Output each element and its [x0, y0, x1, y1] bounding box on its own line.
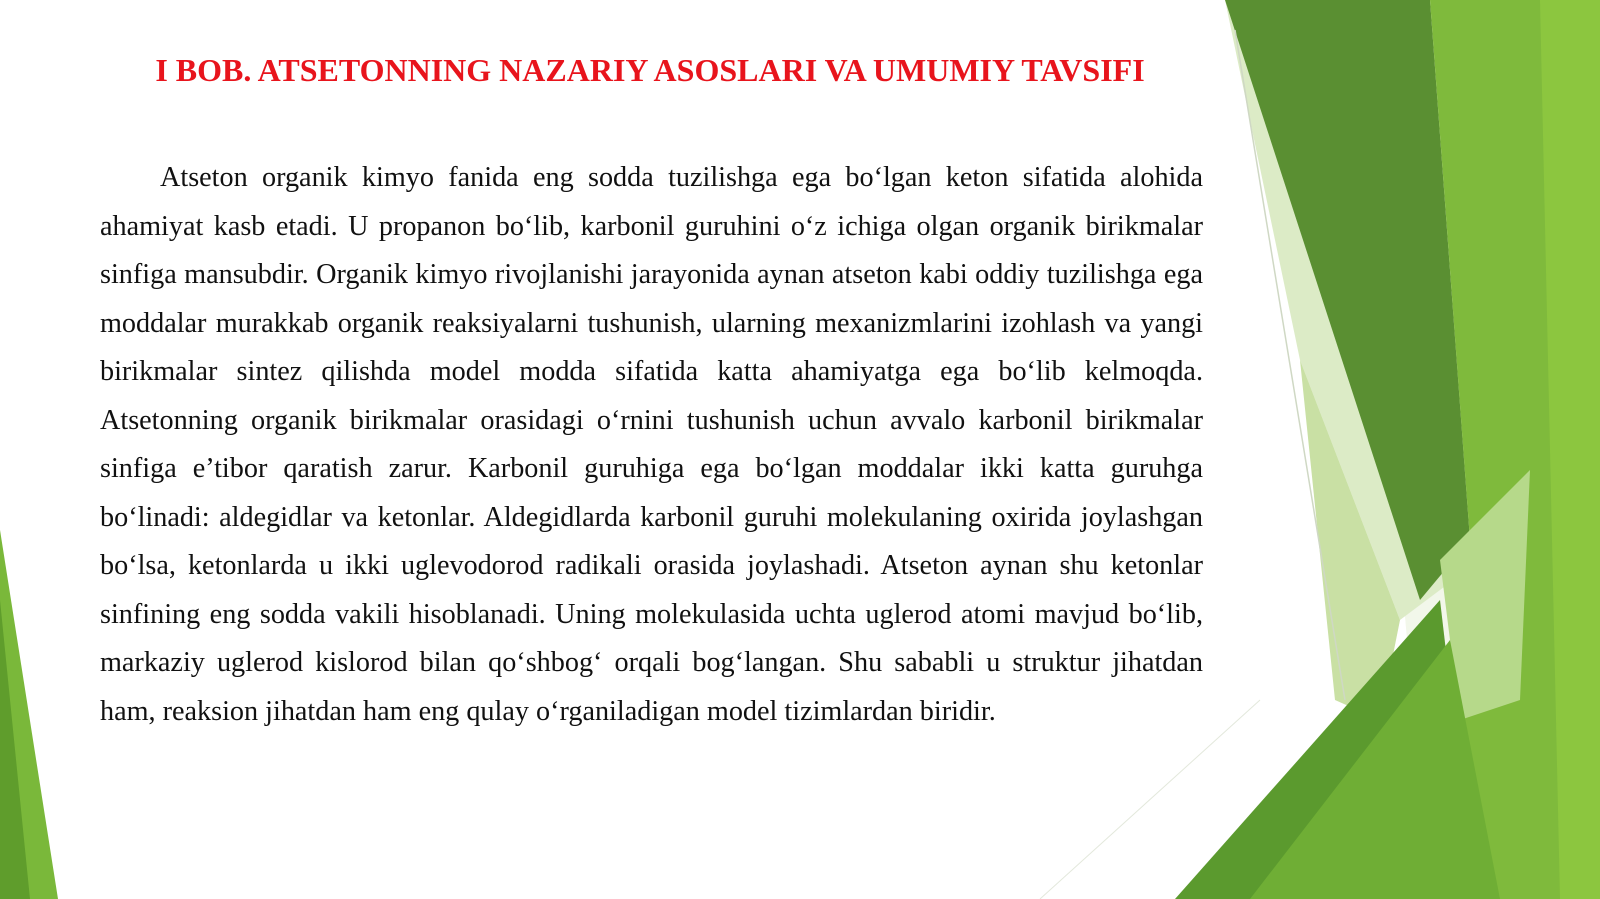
body-paragraph: Atseton organik kimyo fanida eng sodda tuzilishga ega bo‘lgan keton sifatida alohida ahamiyat kasb etadi. U propanon bo‘lib, karbonil guruhini o‘z ichiga olgan organik birikmalar sinfiga mansubdir. Organik kimyo rivojlanishi jarayonida aynan atseton kabi oddiy tuzilishga ega moddalar murakkab organik reaksiyalarni tushunish, ularning mexanizmlarini izohlash va yangi birikmalar sintez qilishda model modda sifatida katta ahamiyatga ega bo‘lib kelmoqda. Atsetonning organik birikmalar orasidagi o‘rnini tushunish uchun avvalo karbonil birikmalar sinfiga e’tibor qaratish zarur. Karbonil guruhiga ega bo‘lgan moddalar ikki katta guruhga bo‘linadi: aldegidlar va ketonlar. Aldegidlarda karbonil guruhi molekulaning oxirida joylashgan bo‘lsa, ketonlarda u ikki uglevodorod radikali orasida joylashadi. Atseton aynan shu ketonlar sinfining eng sodda vakili hisoblanadi. Uning molekulasida uchta uglerod atomi mavjud bo‘lib, markaziy uglerod kislorod bilan qo‘shbog‘ orqali bog‘langan. Shu sababli u struktur jihatdan ham, reaksion jihatdan ham eng qulay o‘rganiladigan model tizimlardan biridir. — [100, 162, 1203, 727]
slide-title: I BOB. ATSETONNING NAZARIY ASOSLARI VA UMUMIY TAVSIFI — [155, 52, 1145, 88]
